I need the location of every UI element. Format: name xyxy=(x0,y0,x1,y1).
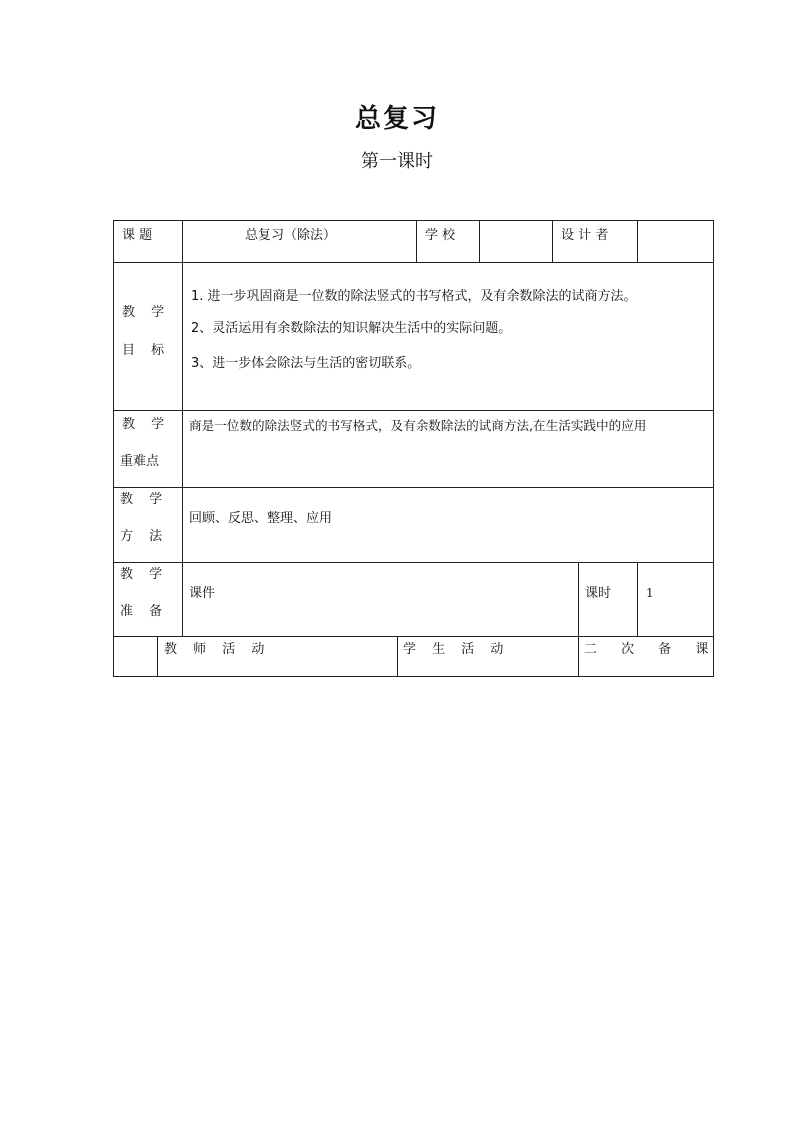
cell-designer-label xyxy=(552,220,638,263)
goal-item-1: 1. 进一步巩固商是一位数的除法竖式的书写格式，及有余数除法的试商方法。 xyxy=(191,289,637,304)
student-activity-header: 学 生 活 动 xyxy=(403,642,510,657)
cell-topic-value xyxy=(182,220,417,263)
cell-designer-value xyxy=(637,220,714,263)
goals-label-line2: 目 标 xyxy=(122,343,171,358)
revision-header: 二 次 备 课 xyxy=(584,642,719,657)
page-subtitle: 第一课时 xyxy=(361,151,433,172)
methods-label-line2: 方 法 xyxy=(120,529,169,544)
cell-school-label xyxy=(416,220,480,263)
cell-hours-value xyxy=(637,562,714,637)
methods-label-line1: 教 学 xyxy=(120,492,169,507)
methods-content: 回顾、反思、整理、应用 xyxy=(189,511,333,526)
goals-label-line1: 教 学 xyxy=(122,305,171,320)
cell-methods-label xyxy=(113,487,183,563)
school-label: 学 校 xyxy=(425,228,456,243)
keypoints-label-line1: 教 学 xyxy=(122,417,171,432)
cell-hours-label xyxy=(578,562,638,637)
cell-activities-blank xyxy=(113,636,158,677)
keypoints-label-line2: 重难点 xyxy=(120,454,160,469)
hours-value: 1 xyxy=(646,586,654,600)
prep-label-line1: 教 学 xyxy=(120,567,169,582)
prep-content: 课件 xyxy=(189,586,216,601)
cell-prep-label xyxy=(113,562,183,637)
goal-item-2: 2、灵活运用有余数除法的知识解决生活中的实际问题。 xyxy=(191,321,512,336)
cell-methods-content xyxy=(182,487,714,563)
prep-label-line2: 准 备 xyxy=(120,604,169,619)
cell-goals-label xyxy=(113,262,183,411)
cell-school-value xyxy=(479,220,553,263)
cell-keypoints-label xyxy=(113,410,183,488)
teacher-activity-header: 教 师 活 动 xyxy=(164,642,271,657)
topic-label: 课 题 xyxy=(122,228,153,243)
cell-topic-label xyxy=(113,220,183,263)
cell-goals-content xyxy=(182,262,714,411)
cell-teacher-activity xyxy=(157,636,398,677)
topic-value: 总复习（除法） xyxy=(245,228,337,243)
cell-keypoints-content xyxy=(182,410,714,488)
goal-item-3: 3、进一步体会除法与生活的密切联系。 xyxy=(191,356,421,371)
cell-student-activity xyxy=(397,636,579,677)
cell-prep-content xyxy=(182,562,579,637)
cell-revision xyxy=(578,636,719,677)
hours-label: 课时 xyxy=(585,586,612,601)
designer-label: 设 计 者 xyxy=(561,228,609,243)
keypoints-content: 商是一位数的除法竖式的书写格式，及有余数除法的试商方法,在生活实践中的应用 xyxy=(189,418,647,433)
page-title: 总复习 xyxy=(354,104,439,134)
